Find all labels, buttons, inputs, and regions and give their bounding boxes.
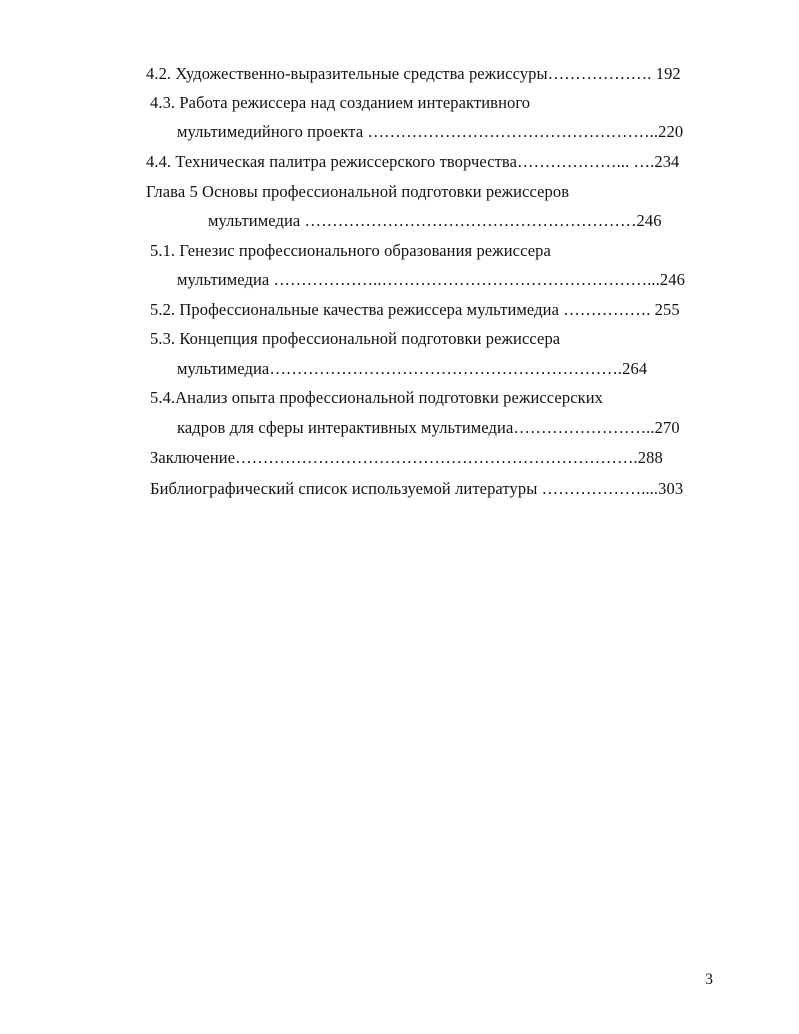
toc-entry-chapter-5: Глава 5 Основы профессиональной подготовки режиссеров bbox=[146, 182, 570, 201]
toc-entry-bibliography: Библиографический список используемой литературы ………………....303 bbox=[150, 479, 684, 498]
toc-entry-5-4: 5.4.Анализ опыта профессиональной подготовки режиссерских bbox=[150, 388, 604, 407]
toc-entry-4-3: 4.3. Работа режиссера над созданием интерактивного bbox=[150, 93, 531, 112]
toc-entry-4-3-cont: мультимедийного проекта ……………………………………………..220 bbox=[177, 122, 684, 141]
toc-entry-4-2: 4.2. Художественно-выразительные средства режиссуры………………. 192 bbox=[146, 64, 681, 83]
toc-entry-4-4: 4.4. Техническая палитра режиссерского творчества………………... ….234 bbox=[146, 152, 680, 171]
toc-entry-5-2: 5.2. Профессиональные качества режиссера мультимедиа ……………. 255 bbox=[150, 300, 680, 319]
page-number: 3 bbox=[705, 971, 713, 988]
toc-entry-conclusion: Заключение……………………………………………………………….288 bbox=[150, 448, 663, 467]
toc-entry-5-3: 5.3. Концепция профессиональной подготовки режиссера bbox=[150, 329, 561, 348]
toc-entry-5-1-cont: мультимедиа ………………..…………………………………………...246 bbox=[177, 270, 685, 289]
toc-entry-5-3-cont: мультимедиа……………………………………………………….264 bbox=[177, 359, 648, 378]
toc-entry-5-1: 5.1. Генезис профессионального образования режиссера bbox=[150, 241, 551, 260]
toc-entry-chapter-5-cont: мультимедиа ……………………………………………………246 bbox=[208, 211, 662, 230]
toc-entry-5-4-cont: кадров для сферы интерактивных мультимедиа……………………..270 bbox=[177, 418, 680, 437]
